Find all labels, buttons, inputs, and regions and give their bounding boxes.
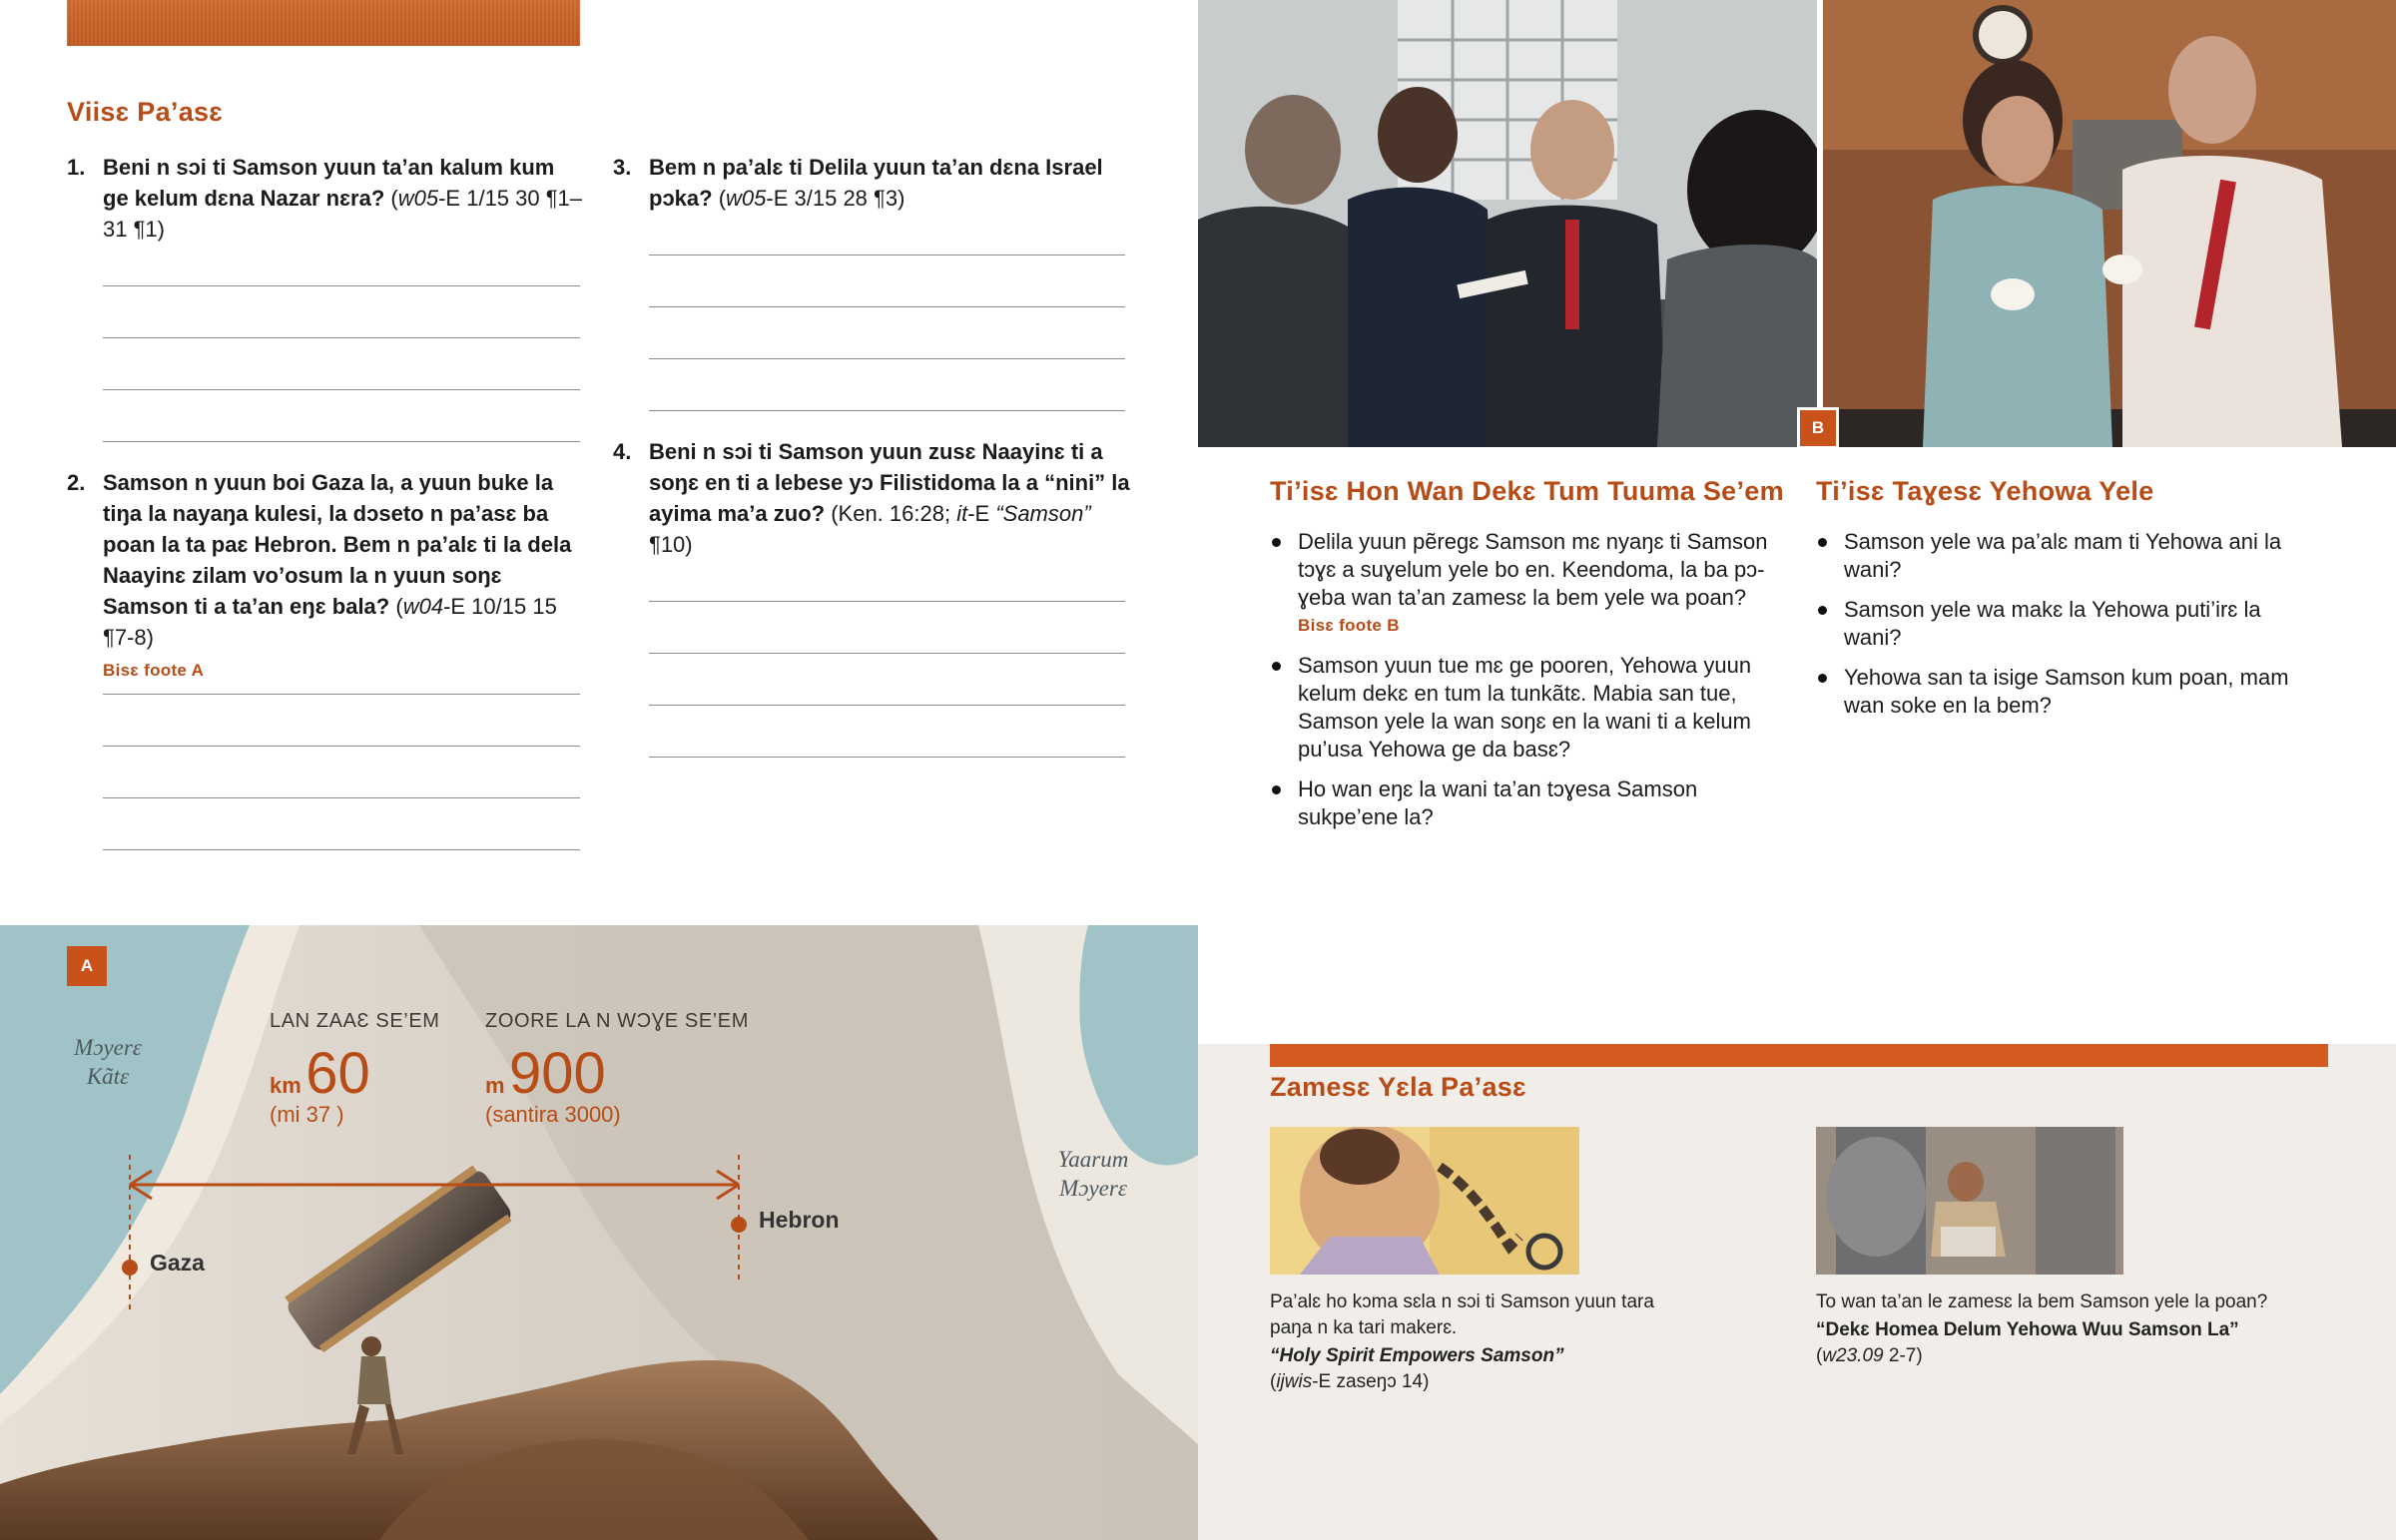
answer-line[interactable] xyxy=(649,306,1125,307)
citation-article[interactable]: “Samson” xyxy=(995,501,1091,526)
question-text xyxy=(649,436,1132,560)
mediterranean-sea-label xyxy=(58,1033,158,1091)
question-3 xyxy=(613,152,1132,214)
answer-line[interactable] xyxy=(103,746,580,747)
study-thumbnail-2[interactable] xyxy=(1816,1127,2123,1275)
photo-group-discussion xyxy=(1198,0,1817,447)
distance-arrow xyxy=(120,1125,749,1344)
answer-line[interactable] xyxy=(103,389,580,390)
question-prompt: Samson n yuun boi Gaza la, a yuun buke la tiŋa la nayaŋa kulesi, la dɔseto n pa’asɛ ba poan la ta paɛ Hebron. Bem n pa’alɛ ti la dela Naayinɛ zilam vo’osum la n yuun soŋɛ Samson ti a ta’an eŋɛ bala? xyxy=(103,470,572,619)
answer-line[interactable] xyxy=(649,410,1125,411)
list-item-text: Delila yuun pẽregɛ Samson mɛ nyaŋɛ ti Samson tɔɣɛ a suɣelum yele bo en. Keendoma, la ba pɔ-ɣeba wan ta’an zamesɛ la bem yele wa poan? xyxy=(1298,529,1768,610)
list-item-text: Samson yele wa pa’alɛ mam ti Yehowa ani la wani? xyxy=(1844,529,2282,582)
list-item xyxy=(1270,652,1789,764)
answer-line[interactable] xyxy=(649,653,1125,654)
picture-b-tag: B xyxy=(1797,407,1839,449)
distance-label: LAN ZAAƐ SE’EM xyxy=(270,1010,440,1032)
elevation-unit: m xyxy=(485,1073,505,1098)
study-description: To wan ta’an le zamesɛ la bem Samson yele la poan? xyxy=(1816,1291,2268,1312)
further-study-title: Zamesɛ Yɛla Pa’asɛ xyxy=(1270,1072,1526,1102)
elevation-feet: (santira 3000) xyxy=(485,1102,621,1127)
list-item-text: Samson yuun tue mɛ ge pooren, Yehowa yuun kelum dekɛ en tum la tunkãtɛ. Mabia san tue, Samson yele la wan soŋɛ en la wani ti a kelum pu’usa Yehowa ge da basɛ? xyxy=(1298,653,1752,762)
distance-miles: (mi 37 ) xyxy=(270,1102,344,1127)
question-2 xyxy=(67,467,586,686)
further-study-bar xyxy=(1270,1044,2328,1067)
consider-servant-title: Ti’isɛ Hon Wan Dekɛ Tum Tuuma Se’em xyxy=(1270,476,1784,506)
elevation-label: ZOORE LA N WƆƔE SE’EM xyxy=(485,1010,750,1032)
dead-sea-label xyxy=(1038,1145,1148,1203)
map-illustration xyxy=(0,925,1198,1540)
question-number: 3. xyxy=(613,155,632,180)
answer-line[interactable] xyxy=(649,358,1125,359)
citation-ref[interactable]: -E 1/15 30 ¶1–31 ¶1) xyxy=(103,186,583,242)
question-1 xyxy=(67,152,586,245)
answer-line[interactable] xyxy=(103,797,580,798)
question-prompt: Beni n sɔi ti Samson yuun ta’an kalum kum ge kelum dɛna Nazar nɛra? xyxy=(103,155,555,211)
answer-line[interactable] xyxy=(103,694,580,695)
sea-label-line: Mɔyerɛ xyxy=(74,1035,142,1060)
study-description: Pa’alɛ ho kɔma sɛla n sɔi ti Samson yuun tara paŋa n ka tari makerɛ. xyxy=(1270,1291,1654,1338)
sea-label-line: Mɔyerɛ xyxy=(1059,1176,1127,1201)
sea-label-line: Yaarum xyxy=(1057,1147,1129,1172)
citation-source[interactable]: it xyxy=(956,501,968,526)
study-source[interactable]: w23.09 xyxy=(1822,1345,1884,1366)
distance-value xyxy=(270,1041,370,1106)
question-prompt: Beni n sɔi ti Samson yuun zusɛ Naayinɛ ti a soŋɛ en ti a lebese yɔ Filistidoma la a “nini” la ayima ma’a zuo? xyxy=(649,439,1130,526)
question-4 xyxy=(613,436,1132,560)
see-picture-a-link[interactable]: Bisɛ foote A xyxy=(103,661,205,680)
answer-line[interactable] xyxy=(103,337,580,338)
photo-illustration xyxy=(1823,0,2396,447)
picture-a-tag: A xyxy=(67,946,107,986)
list-item-text: Samson yele wa makɛ la Yehowa puti’irɛ la wani? xyxy=(1844,597,2261,650)
question-text: Beni n sɔi ti Samson yuun ta’an kalum kum ge kelum dɛna Nazar nɛra? (w05-E 1/15 30 ¶1–31 ¶1) xyxy=(103,155,583,242)
citation-ref[interactable]: -E 3/15 28 ¶3) xyxy=(766,186,905,211)
list-item xyxy=(1816,596,2295,652)
study-thumbnail-1[interactable] xyxy=(1270,1127,1579,1275)
gaza-label: Gaza xyxy=(150,1250,205,1276)
question-number: 2. xyxy=(67,470,86,495)
photo-illustration xyxy=(1198,0,1817,447)
citation-source[interactable]: w05 xyxy=(726,186,767,211)
decorative-orange-tab xyxy=(67,0,580,46)
answer-line[interactable] xyxy=(649,255,1125,256)
list-item xyxy=(1270,775,1789,831)
distance-unit: km xyxy=(270,1073,301,1098)
study-source[interactable]: ijwis xyxy=(1276,1371,1313,1392)
citation-scripture[interactable]: (Ken. 16:28; xyxy=(831,501,957,526)
citation-source[interactable]: w04 xyxy=(402,594,444,619)
answer-line[interactable] xyxy=(103,441,580,442)
study-item-1: Pa’alɛ ho kɔma sɛla n sɔi ti Samson yuun tara paŋa n ka tari makerɛ. “Holy Spirit Empowers Samson” (ijwis-E zaseŋɔ 14) xyxy=(1270,1289,1669,1395)
answer-line[interactable] xyxy=(649,705,1125,706)
list-item-text: Ho wan eŋɛ la wani ta’an tɔɣesa Samson sukpe’ene la? xyxy=(1298,776,1698,829)
study-ref[interactable]: 2-7) xyxy=(1883,1345,1923,1366)
review-section-title: Viisɛ Pa’asɛ xyxy=(67,97,224,127)
list-item-text: Yehowa san ta isige Samson kum poan, mam wan soke en la bem? xyxy=(1844,665,2289,718)
study-item-2: To wan ta’an le zamesɛ la bem Samson yele la poan? “Dekɛ Homea Delum Yehowa Wuu Samson La” (w23.09 2-7) xyxy=(1816,1289,2335,1369)
question-text: Samson n yuun boi Gaza la, a yuun buke la tiŋa la nayaŋa kulesi, la dɔseto n pa’asɛ ba poan la ta paɛ Hebron. Bem n pa’alɛ ti la dela Naayinɛ zilam vo’osum la n yuun soŋɛ Samson ti a ta’an eŋɛ bala? (w04-E 10/15 15 ¶7-8) Bisɛ foote A xyxy=(103,467,586,686)
answer-line[interactable] xyxy=(649,601,1125,602)
answer-line[interactable] xyxy=(103,285,580,286)
list-item xyxy=(1270,528,1789,640)
samson-chains-image xyxy=(1270,1127,1579,1275)
list-item xyxy=(1816,664,2295,720)
question-number: 1. xyxy=(67,155,86,180)
citation-source[interactable]: w05 xyxy=(397,186,439,211)
samson-pillars-image xyxy=(1816,1127,2123,1275)
gaza-marker xyxy=(122,1260,138,1276)
citation-paragraph[interactable]: ¶10) xyxy=(649,532,693,557)
answer-line[interactable] xyxy=(103,849,580,850)
sea-label-line: Kãtɛ xyxy=(86,1064,130,1089)
question-number: 4. xyxy=(613,439,632,464)
photo-couple-talking xyxy=(1823,0,2396,447)
citation-ref[interactable]: -E 10/15 15 ¶7-8) xyxy=(103,594,557,650)
answer-line[interactable] xyxy=(649,757,1125,758)
study-ref[interactable]: -E zaseŋɔ 14) xyxy=(1312,1371,1430,1392)
question-prompt: Bem n pa’alɛ ti Delila yuun ta’an dɛna Israel pɔka? xyxy=(649,155,1103,211)
hebron-marker xyxy=(731,1217,747,1233)
hebron-label: Hebron xyxy=(759,1207,840,1233)
study-link-title[interactable]: “Holy Spirit Empowers Samson” xyxy=(1270,1345,1564,1366)
distance-number: 60 xyxy=(305,1041,370,1106)
list-item xyxy=(1816,528,2295,584)
consider-jehovah-list xyxy=(1816,528,2295,732)
consider-jehovah-title: Ti’isɛ Taɣesɛ Yehowa Yele xyxy=(1816,476,2154,506)
question-text: Bem n pa’alɛ ti Delila yuun ta’an dɛna Israel pɔka? (w05-E 3/15 28 ¶3) xyxy=(649,155,1103,211)
elevation-number: 900 xyxy=(509,1041,606,1106)
consider-servant-list xyxy=(1270,528,1789,843)
elevation-value xyxy=(485,1041,606,1106)
see-picture-b-link[interactable]: Bisɛ foote B xyxy=(1298,616,1400,635)
study-link-title[interactable]: “Dekɛ Homea Delum Yehowa Wuu Samson La” xyxy=(1816,1319,2239,1340)
citation-ref[interactable]: -E xyxy=(967,501,996,526)
